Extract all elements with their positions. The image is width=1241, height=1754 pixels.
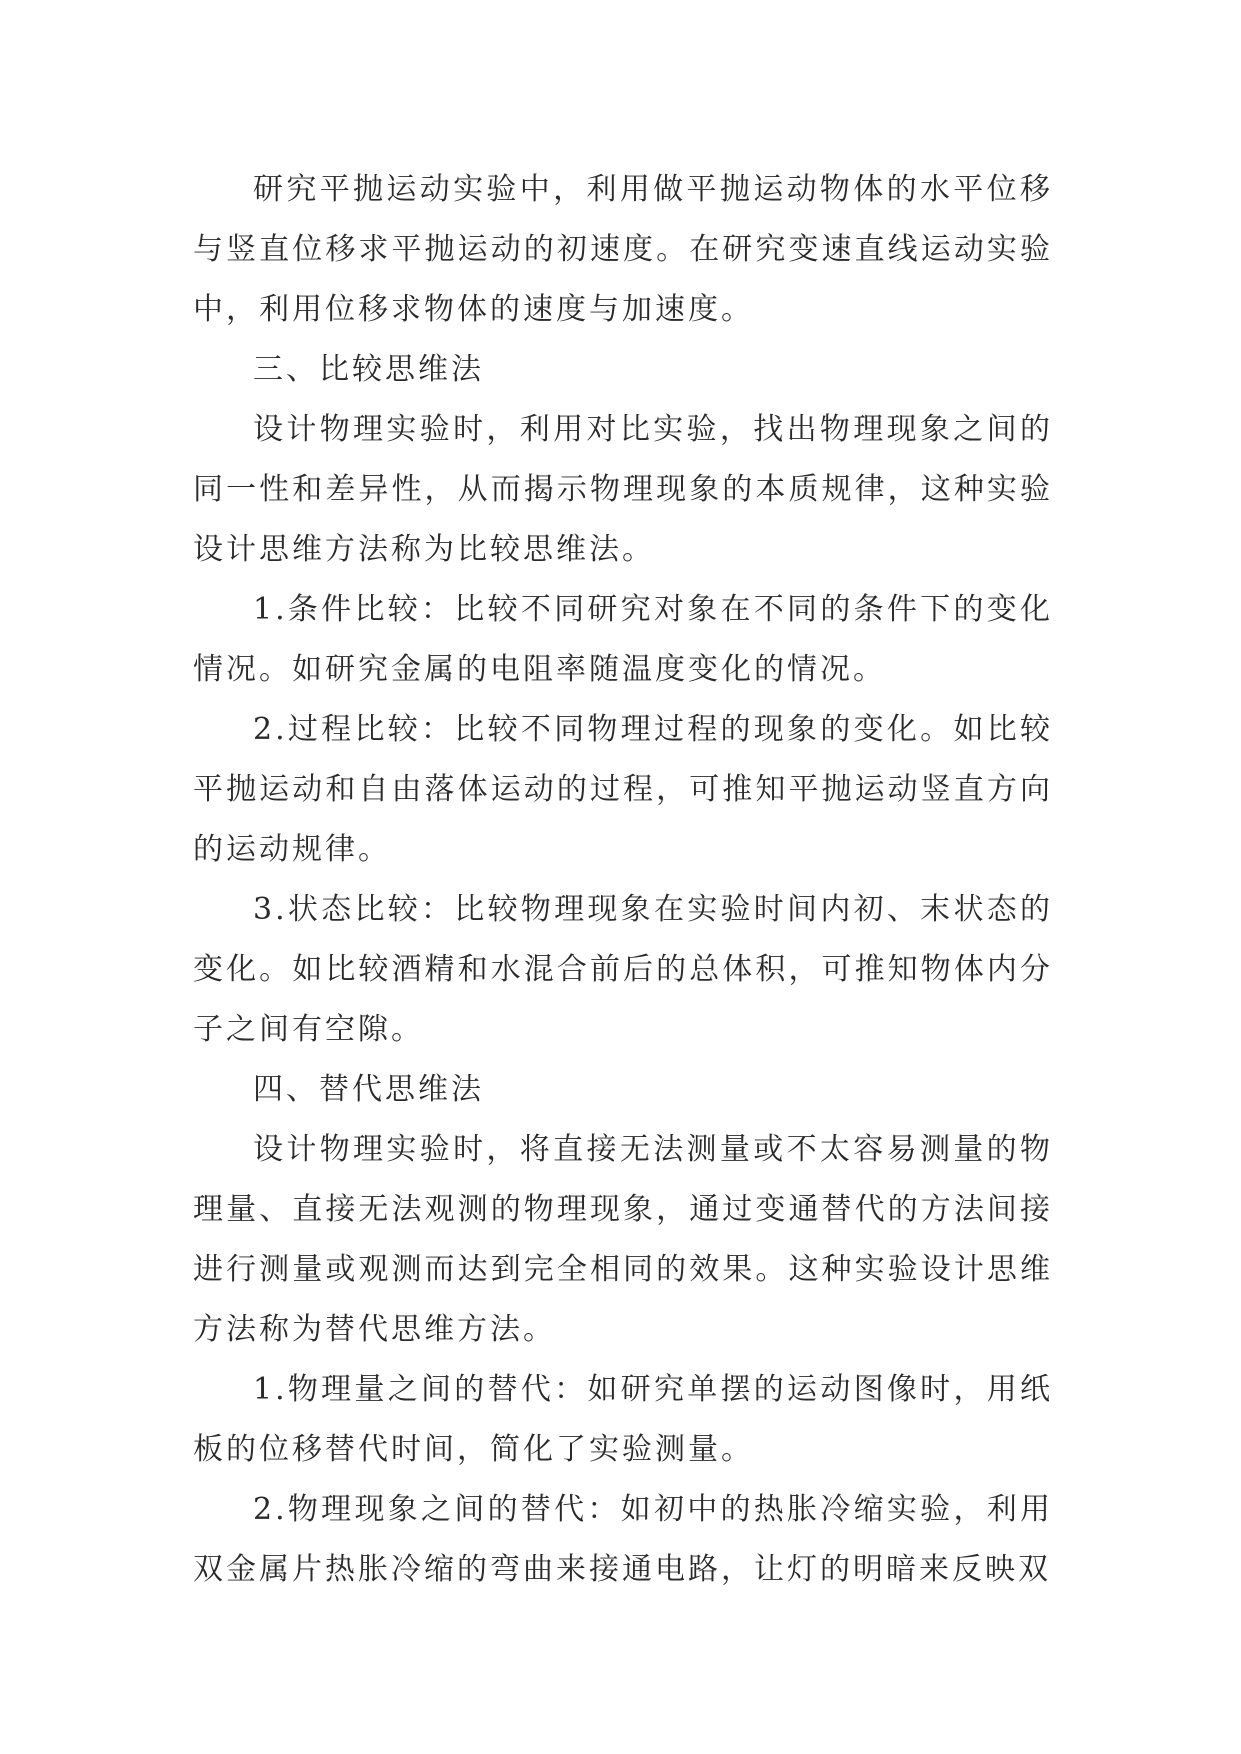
paragraph-projectile-motion: 研究平抛运动实验中，利用做平抛运动物体的水平位移与竖直位移求平抛运动的初速度。在研究变速直线运动实验中，利用位移求物体的速度与加速度。 [193, 172, 1053, 327]
paragraph-phenomenon-substitution: 2.物理现象之间的替代：如初中的热胀冷缩实验，利用双金属片热胀冷缩的弯曲来接通电路，让灯的明暗来反映双 [193, 1492, 1053, 1587]
section-heading-substitution: 四、替代思维法 [253, 1072, 484, 1107]
paragraph-comparison-intro: 设计物理实验时，利用对比实验，找出物理现象之间的同一性和差异性，从而揭示物理现象的本质规律，这种实验设计思维方法称为比较思维法。 [193, 412, 1053, 567]
paragraph-state-comparison: 3.状态比较：比较物理现象在实验时间内初、末状态的变化。如比较酒精和水混合前后的总体积，可推知物体内分子之间有空隙。 [193, 892, 1053, 1047]
paragraph-condition-comparison: 1.条件比较：比较不同研究对象在不同的条件下的变化情况。如研究金属的电阻率随温度变化的情况。 [193, 592, 1053, 687]
paragraph-process-comparison: 2.过程比较：比较不同物理过程的现象的变化。如比较平抛运动和自由落体运动的过程，可推知平抛运动竖直方向的运动规律。 [193, 712, 1053, 867]
section-heading-comparison: 三、比较思维法 [253, 352, 484, 387]
document-body [193, 160, 1053, 1600]
paragraph-quantity-substitution: 1.物理量之间的替代：如研究单摆的运动图像时，用纸板的位移替代时间，简化了实验测量。 [193, 1372, 1053, 1467]
paragraph-substitution-intro: 设计物理实验时，将直接无法测量或不太容易测量的物理量、直接无法观测的物理现象，通过变通替代的方法间接进行测量或观测而达到完全相同的效果。这种实验设计思维方法称为替代思维方法。 [193, 1132, 1053, 1347]
